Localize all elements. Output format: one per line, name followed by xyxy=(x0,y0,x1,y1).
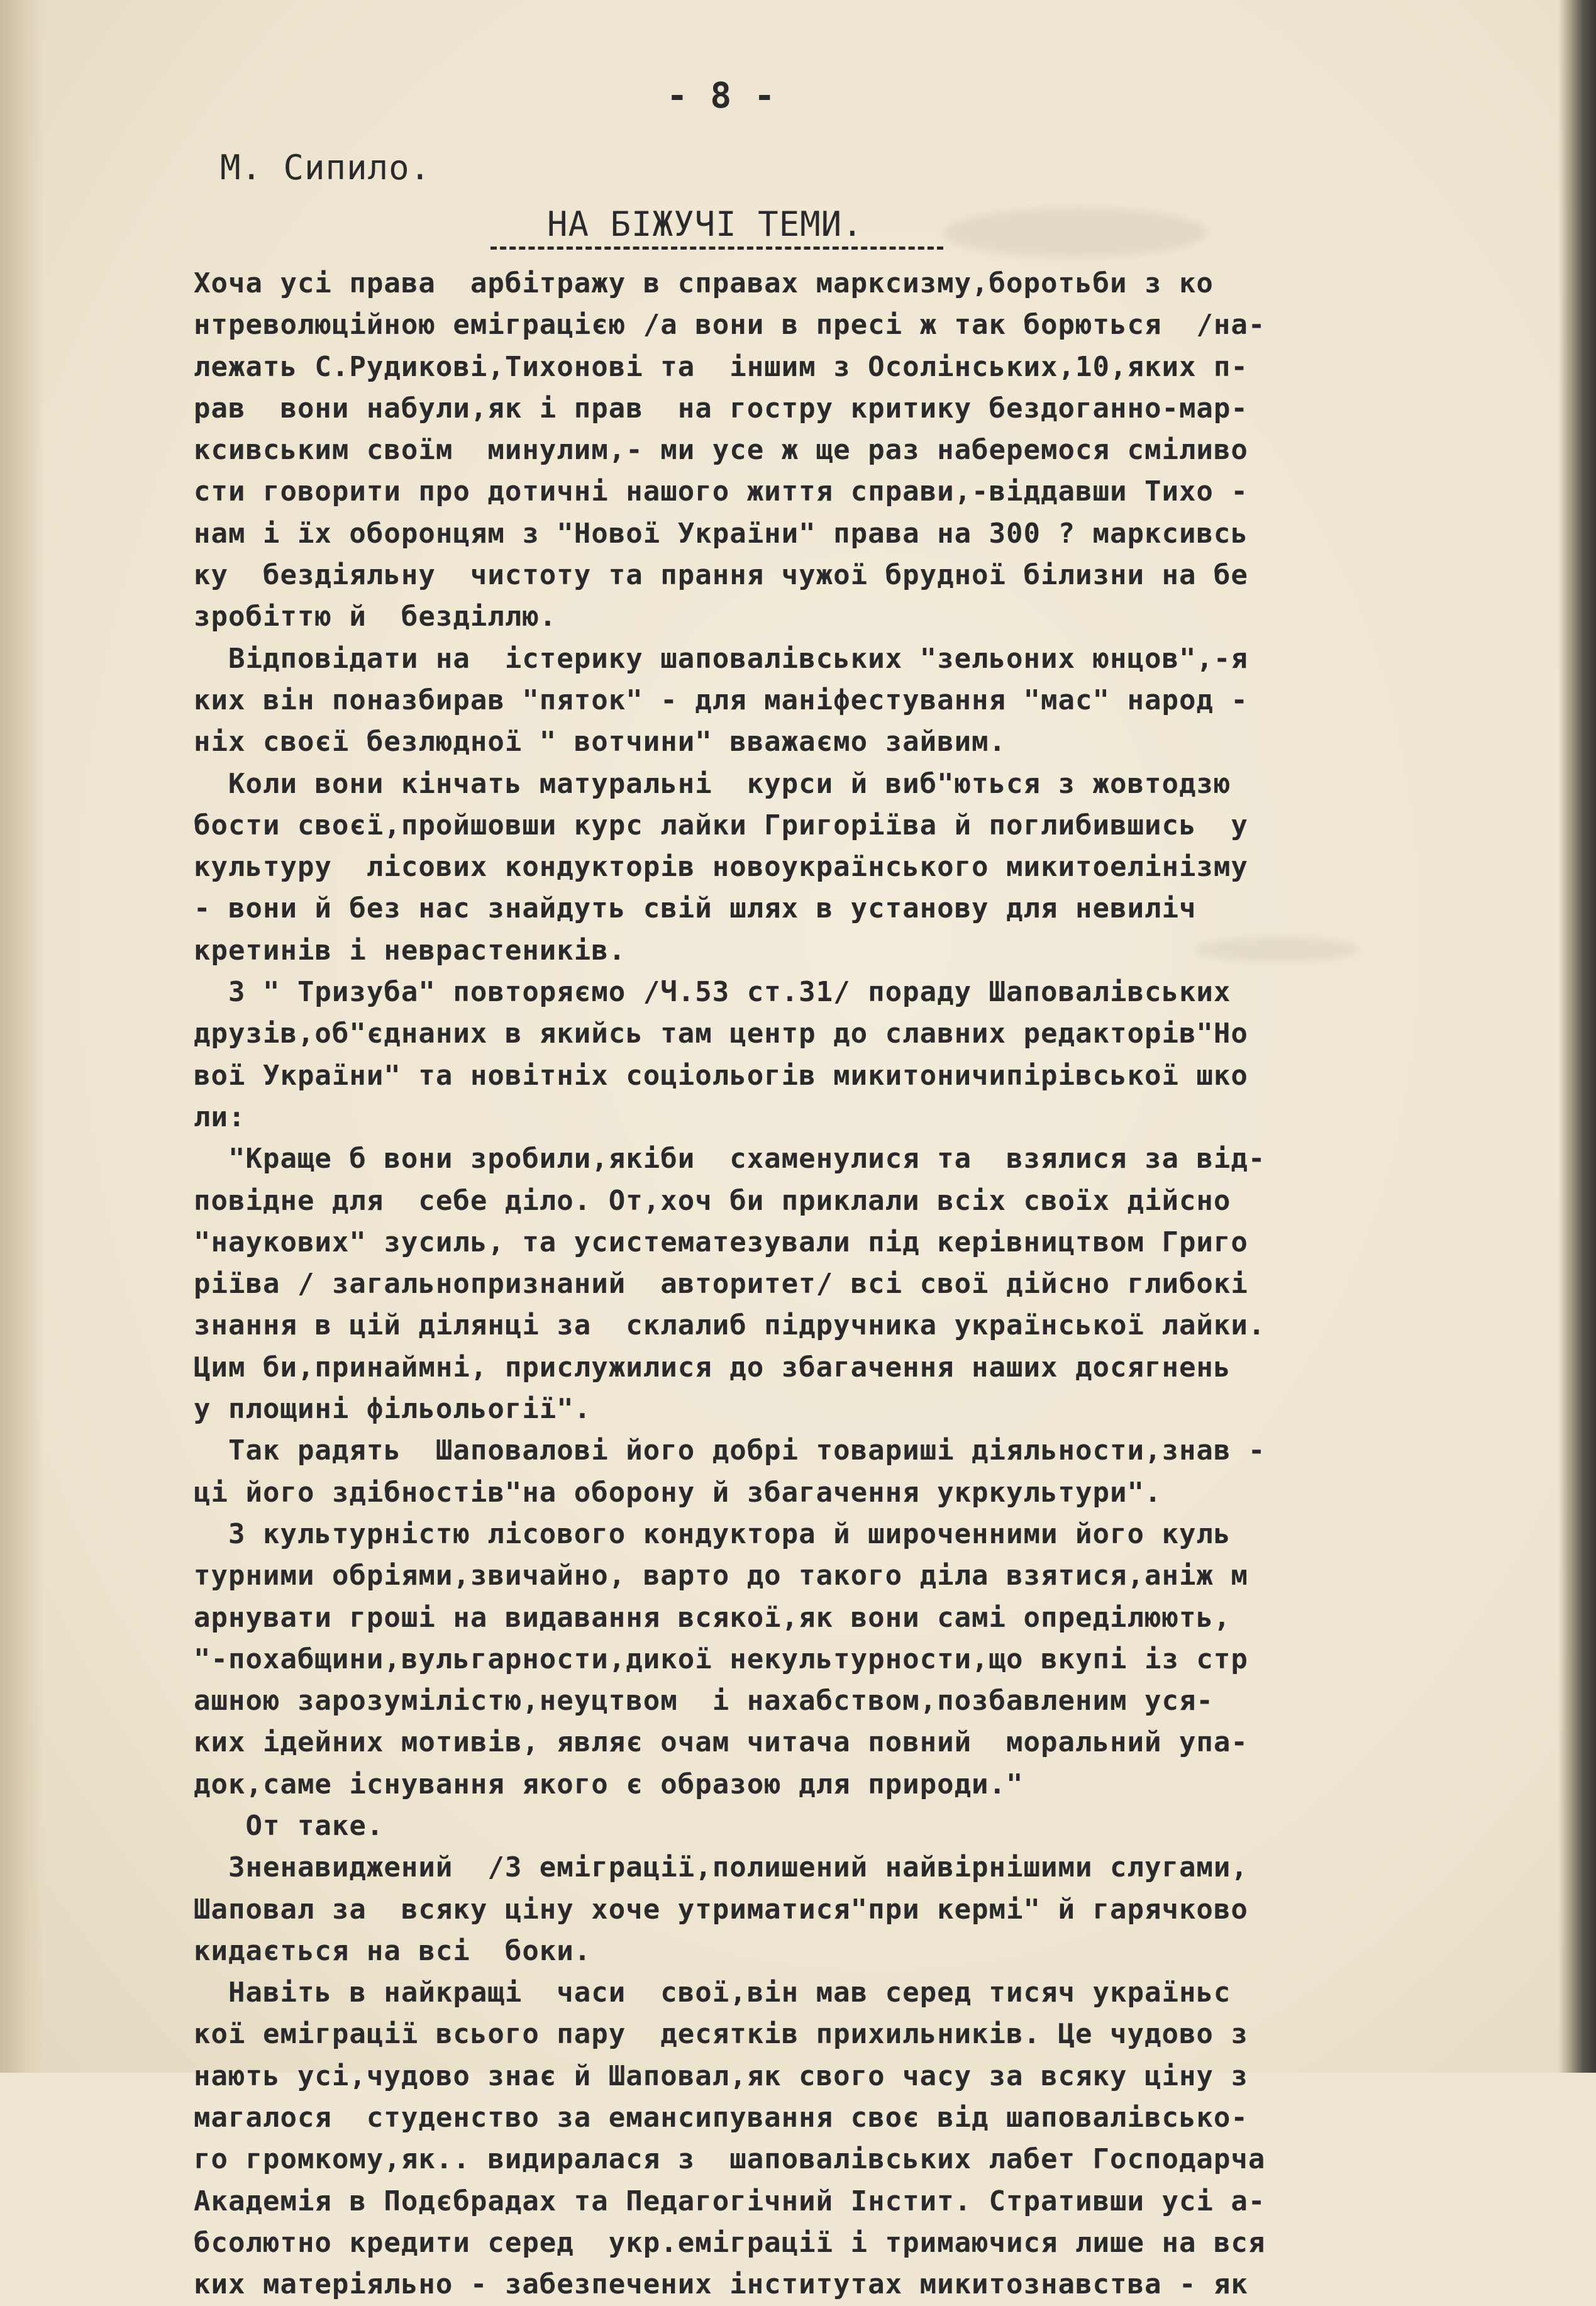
text-line: ксивським своїм минулим,- ми усе ж ще раз наберемося сміливо xyxy=(194,434,1248,467)
text-line: сти говорити про дотичні нашого життя справи,-віддавши Тихо - xyxy=(194,475,1248,508)
text-line: ких ідейних мотивів, являє очам читача повний моральний упа- xyxy=(194,1726,1248,1759)
text-line: кої еміграції всього пару десятків прихильників. Це чудово з xyxy=(194,2018,1248,2051)
text-line: знання в цій ділянці за склалиб підручника української лайки. xyxy=(194,1309,1266,1342)
text-line: "наукових" зусиль, та усистематезували під керівництвом Григо xyxy=(194,1226,1248,1258)
text-line: Академія в Подєбрадах та Педагогічний Інстит. Стративши усі а- xyxy=(194,2185,1266,2217)
text-line: кретинів і неврастеників. xyxy=(194,934,626,967)
text-line: Навіть в найкращі часи свої,він мав серед тисяч україньс xyxy=(194,1976,1231,2009)
text-line: "Краще б вони зробили,якіби схаменулися та взялися за від- xyxy=(194,1143,1266,1175)
text-line: лежать С.Рудикові,Тихонові та іншим з Осолінських,10,яких п- xyxy=(194,350,1248,383)
text-line: турними обріями,звичайно, варто до такого діла взятися,аніж м xyxy=(194,1560,1248,1592)
text-line: бсолютно кредити серед укр.еміграції і тримаючися лише на вся xyxy=(194,2226,1266,2259)
text-line: культуру лісових кондукторів новоукраїнського микитоелінізму xyxy=(194,851,1248,884)
page-number: - 8 - xyxy=(667,75,776,116)
text-line: ли: xyxy=(194,1100,246,1133)
text-line: нають усі,чудово знає й Шаповал,як свого часу за всяку ціну з xyxy=(194,2059,1248,2092)
text-line: ких він поназбирав "пяток" - для маніфестування "мас" народ - xyxy=(194,684,1248,716)
page-binding-shadow xyxy=(0,0,44,2073)
article-body xyxy=(194,263,1546,2306)
text-line: рав вони набули,як і прав на гостру критику бездоганно-мар- xyxy=(194,392,1248,424)
text-line: друзів,об"єднаних в якийсь там центр до славних редакторів"Но xyxy=(194,1017,1248,1050)
text-line: кидається на всі боки. xyxy=(194,1934,592,1967)
text-line: Так радять Шаповалові його добрі товариші діяльности,знав - xyxy=(194,1434,1266,1467)
text-line: Зненавиджений /З еміграції,полишений найвірнішими слугами, xyxy=(194,1851,1248,1884)
text-line: док,саме існування якого є образою для природи." xyxy=(194,1768,1024,1800)
text-line: арнувати гроші на видавання всякої,як вони самі опреділюють, xyxy=(194,1601,1231,1634)
title-underline xyxy=(490,247,943,250)
text-line: го громкому,як.. видиралася з шаповалівських лабет Господарча xyxy=(194,2143,1266,2176)
text-line: Відповідати на істерику шаповалівських "зельоних юнцов",-я xyxy=(194,642,1248,675)
text-line: Шаповал за всяку ціну хоче утриматися"при кермі" й гарячково xyxy=(194,1893,1248,1926)
text-line: З " Тризуба" повторяємо /Ч.53 ст.31/ пораду Шаповалівських xyxy=(194,976,1231,1009)
text-line: ашною зарозумілістю,неуцтвом і нахабством,позбавленим уся- xyxy=(194,1685,1214,1717)
text-line: нам і їх оборонцям з "Нової України" права на 300 ? марксивсь xyxy=(194,517,1248,550)
text-line: ких матеріяльно - забезпечених інститутах микитознавства - як xyxy=(194,2268,1248,2301)
text-line: зробіттю й безділлю. xyxy=(194,601,557,633)
text-line: ку бездіяльну чистоту та прання чужої брудної білизни на бе xyxy=(194,559,1248,592)
text-line: магалося студенство за емансипування своє від шаповалівсько- xyxy=(194,2102,1248,2134)
ink-smudge xyxy=(943,208,1207,258)
text-line: Коли вони кінчать матуральні курси й виб"ються з жовтодзю xyxy=(194,767,1231,800)
text-line: "-похабщини,вульгарности,дикої некультурности,що вкупі із стр xyxy=(194,1643,1248,1675)
text-line: повідне для себе діло. От,хоч би приклали всіх своїх дійсно xyxy=(194,1184,1231,1217)
text-line: у площині фільольогії". xyxy=(194,1393,592,1426)
text-line: нтреволюційною еміграцією /а вони в пресі ж так борються /на- xyxy=(194,309,1266,341)
article-title: НА БІЖУЧІ ТЕМИ. xyxy=(547,204,863,244)
text-line: ніх своєї безлюдної " вотчини" вважаємо зайвим. xyxy=(194,726,1007,758)
text-line: ріїва / загальнопризнаний авторитет/ всі свої дійсно глибокі xyxy=(194,1268,1248,1300)
text-line: ці його здібностів"на оборону й збагачення укркультури". xyxy=(194,1476,1162,1509)
text-line: вої України" та новітніх соціольогів микитоничипірівської шко xyxy=(194,1059,1248,1092)
text-line: Цим би,принаймні, прислужилися до збагачення наших досягнень xyxy=(194,1351,1231,1383)
text-line: бости своєї,пройшовши курс лайки Григоріїва й поглибившись у xyxy=(194,809,1248,841)
page-right-edge xyxy=(1558,0,1596,2073)
text-line: З культурністю лісового кондуктора й широченними його куль xyxy=(194,1517,1231,1550)
text-line: Хоча усі права арбітражу в справах марксизму,боротьби з ко xyxy=(194,267,1214,299)
article-author: М. Сипило. xyxy=(220,148,431,187)
text-line: - вони й без нас знайдуть свій шлях в установу для невиліч xyxy=(194,892,1197,925)
text-line: От таке. xyxy=(194,1809,384,1842)
